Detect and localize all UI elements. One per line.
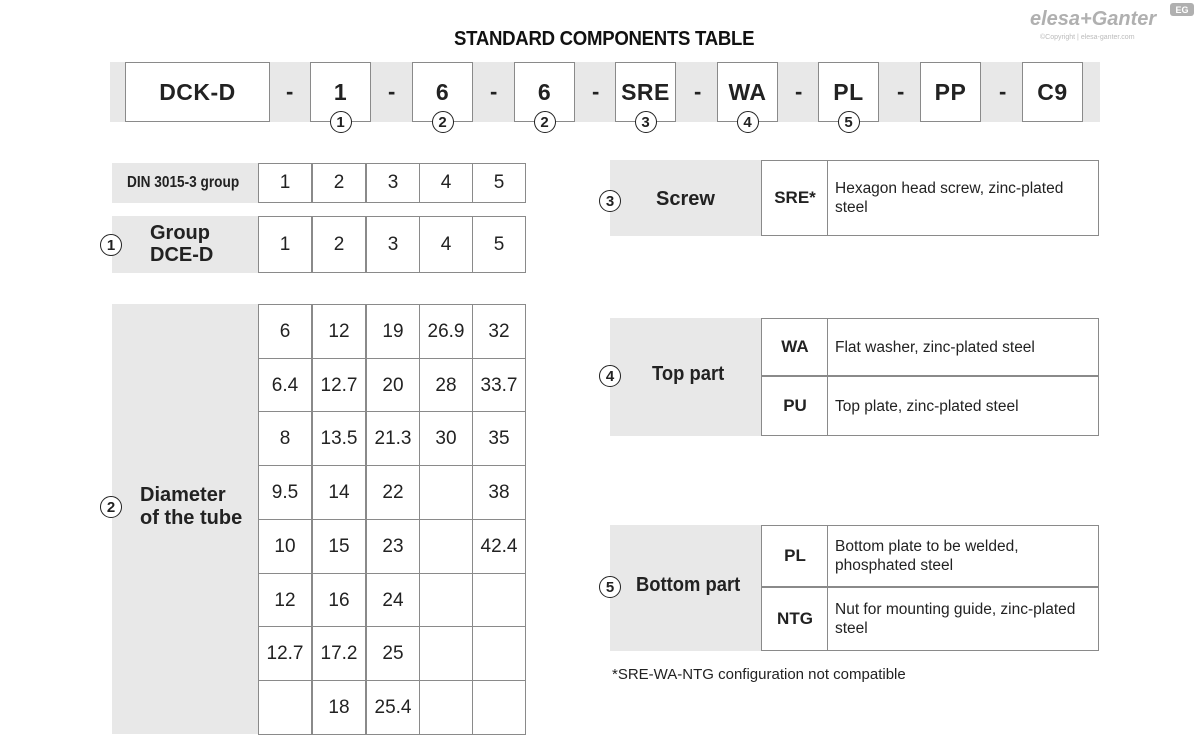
component-description (835, 600, 1098, 638)
diameter-cell: 20 (366, 358, 420, 413)
marker-2-icon: 2 (100, 496, 122, 518)
code-segment: C9 (1022, 62, 1083, 122)
diameter-cell: 30 (419, 411, 473, 466)
screw-code: SRE* (761, 160, 829, 236)
brand-logo: elesa+Ganter (1030, 8, 1157, 30)
code-segment: DCK-D (125, 62, 270, 122)
diameter-cell: 33.7 (472, 358, 526, 413)
marker-1-icon: 1 (100, 234, 122, 256)
bottom-part-code: NTG (761, 587, 829, 651)
diameter-cell: 25.4 (366, 680, 420, 735)
marker-5-icon: 5 (838, 111, 860, 133)
diameter-label (140, 484, 242, 530)
diameter-cell: 22 (366, 465, 420, 520)
diameter-cell (419, 519, 473, 574)
diameter-cell (472, 680, 526, 735)
diameter-cell (258, 680, 312, 735)
din-group-cell: 1 (258, 163, 312, 203)
marker-1-icon: 1 (330, 111, 352, 133)
description-line: Flat washer, zinc-plated steel (835, 338, 1035, 356)
diameter-cell (419, 680, 473, 735)
marker-3-icon: 3 (635, 111, 657, 133)
top-part-code: PU (761, 376, 829, 436)
diameter-cell: 15 (312, 519, 366, 574)
diameter-cell: 23 (366, 519, 420, 574)
top-part-label: Top part (652, 363, 725, 385)
code-segment: PL (818, 62, 879, 122)
code-separator: - (388, 79, 396, 104)
diameter-label-line2: of the tube (140, 507, 243, 529)
diameter-cell: 35 (472, 411, 526, 466)
diameter-cell: 16 (312, 573, 366, 628)
copyright-text: ©Copyright | elesa-ganter.com (1040, 34, 1135, 41)
group-cell: 3 (366, 216, 420, 273)
description-line: Bottom plate to be welded, (835, 538, 1019, 555)
top-part-code: WA (761, 318, 829, 376)
group-cell: 4 (419, 216, 473, 273)
code-separator: - (592, 79, 600, 104)
description-line: Top plate, zinc-plated steel (835, 397, 1019, 415)
code-segment: 1 (310, 62, 371, 122)
top-part-desc-cell (827, 376, 1099, 436)
component-description (835, 338, 1035, 357)
group-label-line1: Group (150, 222, 210, 244)
diameter-cell: 6.4 (258, 358, 312, 413)
marker-2-icon: 2 (534, 111, 556, 133)
diameter-cell: 26.9 (419, 304, 473, 359)
code-separator: - (897, 79, 905, 104)
code-segment: SRE (615, 62, 676, 122)
diameter-cell: 28 (419, 358, 473, 413)
code-segment: WA (717, 62, 778, 122)
diameter-cell: 12 (258, 573, 312, 628)
diameter-cell: 14 (312, 465, 366, 520)
diameter-cell: 19 (366, 304, 420, 359)
code-separator: - (694, 79, 702, 104)
code-separator: - (999, 79, 1007, 104)
din-group-cell: 3 (366, 163, 420, 203)
diameter-cell (419, 626, 473, 681)
diameter-cell: 10 (258, 519, 312, 574)
din-group-cell: 2 (312, 163, 366, 203)
bottom-part-desc-cell (827, 587, 1099, 651)
diameter-cell (419, 465, 473, 520)
table-title: STANDARD COMPONENTS TABLE (454, 28, 755, 50)
code-separator: - (286, 79, 294, 104)
description-line: phosphated steel (835, 557, 954, 574)
bottom-part-label: Bottom part (636, 574, 741, 596)
description-line: Hexagon head screw, zinc-plated (835, 180, 1064, 197)
brand-badge: EG (1170, 3, 1194, 16)
diameter-cell: 13.5 (312, 411, 366, 466)
diameter-cell (472, 573, 526, 628)
code-separator: - (490, 79, 498, 104)
diameter-cell: 17.2 (312, 626, 366, 681)
description-line: Nut for mounting guide, zinc-plated steel (835, 601, 1076, 637)
diameter-cell: 9.5 (258, 465, 312, 520)
din-group-cell: 4 (419, 163, 473, 203)
code-segment: 6 (412, 62, 473, 122)
group-label (150, 222, 213, 266)
bottom-part-code: PL (761, 525, 829, 587)
group-label-line2: DCE-D (150, 244, 214, 266)
component-description (835, 397, 1019, 416)
code-separator: - (795, 79, 803, 104)
diameter-cell: 32 (472, 304, 526, 359)
code-segment: 6 (514, 62, 575, 122)
din-group-label: DIN 3015-3 group (127, 174, 240, 191)
screw-label: Screw (656, 188, 715, 210)
top-part-desc-cell (827, 318, 1099, 376)
diameter-cell: 18 (312, 680, 366, 735)
diameter-cell (472, 626, 526, 681)
din-group-cell: 5 (472, 163, 526, 203)
code-segment: PP (920, 62, 981, 122)
diameter-cell: 42.4 (472, 519, 526, 574)
diameter-cell: 25 (366, 626, 420, 681)
diameter-cell (419, 573, 473, 628)
diameter-cell: 38 (472, 465, 526, 520)
diameter-cell: 21.3 (366, 411, 420, 466)
diameter-cell: 6 (258, 304, 312, 359)
diameter-cell: 12.7 (258, 626, 312, 681)
diameter-cell: 12 (312, 304, 366, 359)
marker-3-icon: 3 (599, 190, 621, 212)
diameter-cell: 24 (366, 573, 420, 628)
marker-5-icon: 5 (599, 576, 621, 598)
screw-desc-cell (827, 160, 1099, 236)
marker-4-icon: 4 (599, 365, 621, 387)
diameter-cell: 8 (258, 411, 312, 466)
group-cell: 5 (472, 216, 526, 273)
diameter-label-line1: Diameter (140, 484, 226, 506)
component-description (835, 537, 1019, 575)
group-cell: 1 (258, 216, 312, 273)
description-line: steel (835, 199, 868, 216)
bottom-part-desc-cell (827, 525, 1099, 587)
marker-2-icon: 2 (432, 111, 454, 133)
diameter-cell: 12.7 (312, 358, 366, 413)
marker-4-icon: 4 (737, 111, 759, 133)
compatibility-footnote: *SRE-WA-NTG configuration not compatible (612, 666, 906, 683)
component-description (835, 179, 1063, 217)
group-cell: 2 (312, 216, 366, 273)
